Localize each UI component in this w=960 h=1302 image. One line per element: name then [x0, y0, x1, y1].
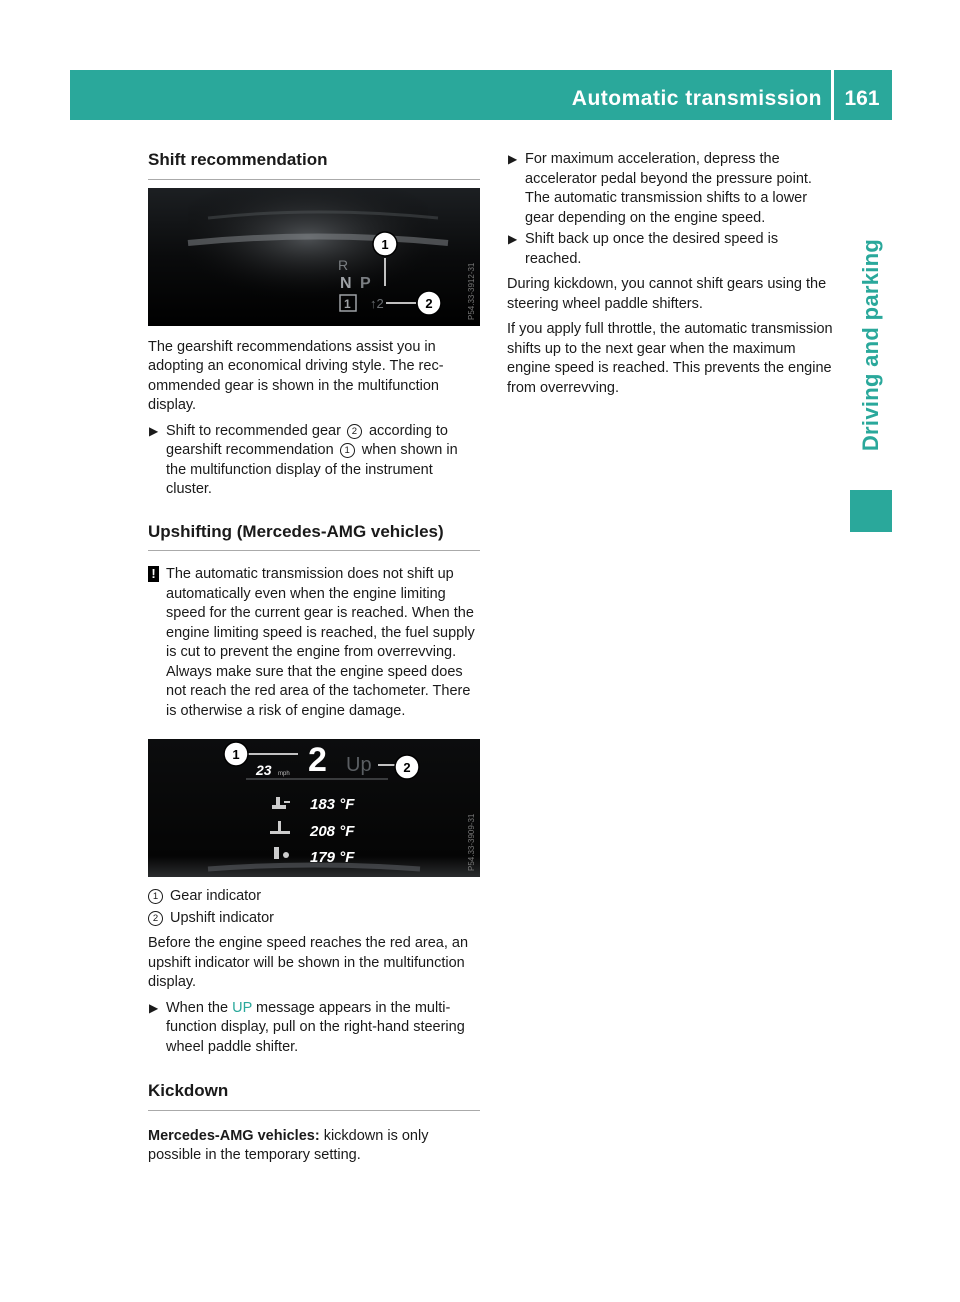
recommended-gear: ↑2: [370, 295, 384, 311]
figure-shift-recommendation: [148, 188, 480, 326]
heading-kickdown: Kickdown: [148, 1081, 480, 1111]
gear-indicator: 2: [308, 741, 327, 779]
header-bar: [70, 70, 892, 120]
paragraph: The gearshift recommendations assist you in adopting an economical driving style. The recommended gear is shown in the multifunction display.: [148, 338, 444, 413]
gear-box-value: 1: [344, 296, 351, 311]
arrow-right-icon: ▶: [508, 152, 518, 166]
callout-ref: 2: [347, 424, 362, 439]
heading-upshifting: Upshifting (Mercedes-AMG vehicles): [148, 522, 480, 552]
warning-note: ! The automatic transmission does not shift up automatically even when the engine limiting speed for the current gear is reached. When the engine limiting speed is reached, the fuel supply is cut to prevent the engine from overrevving. Always make sure that the engine speed does not reach the red area of the tachometer. There is otherwise a risk of engine damage.: [148, 565, 480, 721]
up-message: UP: [232, 999, 252, 1016]
list-item: ▶ Shift back up once the desired speed is reached.: [508, 231, 779, 267]
callout-ref: 1: [340, 443, 355, 458]
header-divider: [831, 70, 834, 120]
upshift-indicator: Up: [346, 754, 372, 776]
legend-item: 2 Upshift indicator: [148, 909, 480, 929]
list-item: ▶ Shift to recommended gear 2 according to gearshift recommendation 1 when shown in the multifunction display of the instrument cluster.: [149, 422, 458, 497]
page-number: 161: [844, 87, 880, 110]
list-item: ▶ For maximum acceleration, depress the accelerator pedal beyond the pressure point. The automatic transmission shifts to a lower gear depending on the engine speed.: [508, 151, 812, 226]
svg-text:2: 2: [425, 295, 433, 311]
speed-value: 23: [256, 762, 272, 778]
svg-text:1: 1: [232, 747, 240, 762]
arrow-right-icon: ▶: [149, 423, 159, 438]
svg-text:2: 2: [403, 760, 411, 775]
paragraph: Mercedes-AMG vehicles: kickdown is only possible in the temporary setting.: [148, 1127, 429, 1163]
paragraph: If you apply full throttle, the automatic transmission shifts up to the next gear when the maximum engine speed is reached. This prevents the engine from overrevving.: [507, 321, 833, 396]
figure-upshift: [148, 739, 480, 877]
temp-coolant: 208 °F: [310, 823, 355, 840]
arrow-right-icon: ▶: [149, 1000, 159, 1015]
page-title: Automatic transmission: [571, 87, 822, 110]
temp-oil: 183 °F: [310, 796, 355, 813]
figure-code: P54.33-3912-31: [467, 262, 476, 320]
arrow-right-icon: ▶: [508, 232, 518, 246]
side-tab-marker: [850, 490, 892, 532]
right-column: [507, 150, 835, 398]
list-item: ▶ When the UP message appears in the multifunction display, pull on the right-hand steering wheel paddle shifter.: [149, 999, 465, 1055]
gear-n: N: [340, 274, 352, 292]
svg-text:1: 1: [381, 236, 389, 252]
left-column: [148, 150, 480, 1166]
legend-item: 1 Gear indicator: [148, 887, 480, 907]
paragraph: Before the engine speed reaches the red area, an upshift indicator will be shown in the multifunction display.: [148, 935, 469, 990]
paragraph: During kickdown, you cannot shift gears using the steering wheel paddle shifters.: [507, 276, 827, 312]
gear-p: P: [360, 274, 371, 292]
figure-code: P54.33-3909-31: [467, 813, 476, 871]
temp-transmission: 179 °F: [310, 849, 355, 866]
side-tab: [850, 220, 892, 470]
speed-unit: mph: [278, 771, 290, 777]
gear-r: R: [338, 256, 349, 273]
side-tab-label: Driving and parking: [858, 238, 883, 452]
exclamation-icon: !: [148, 566, 159, 582]
heading-shift-recommendation: Shift recommendation: [148, 150, 480, 180]
